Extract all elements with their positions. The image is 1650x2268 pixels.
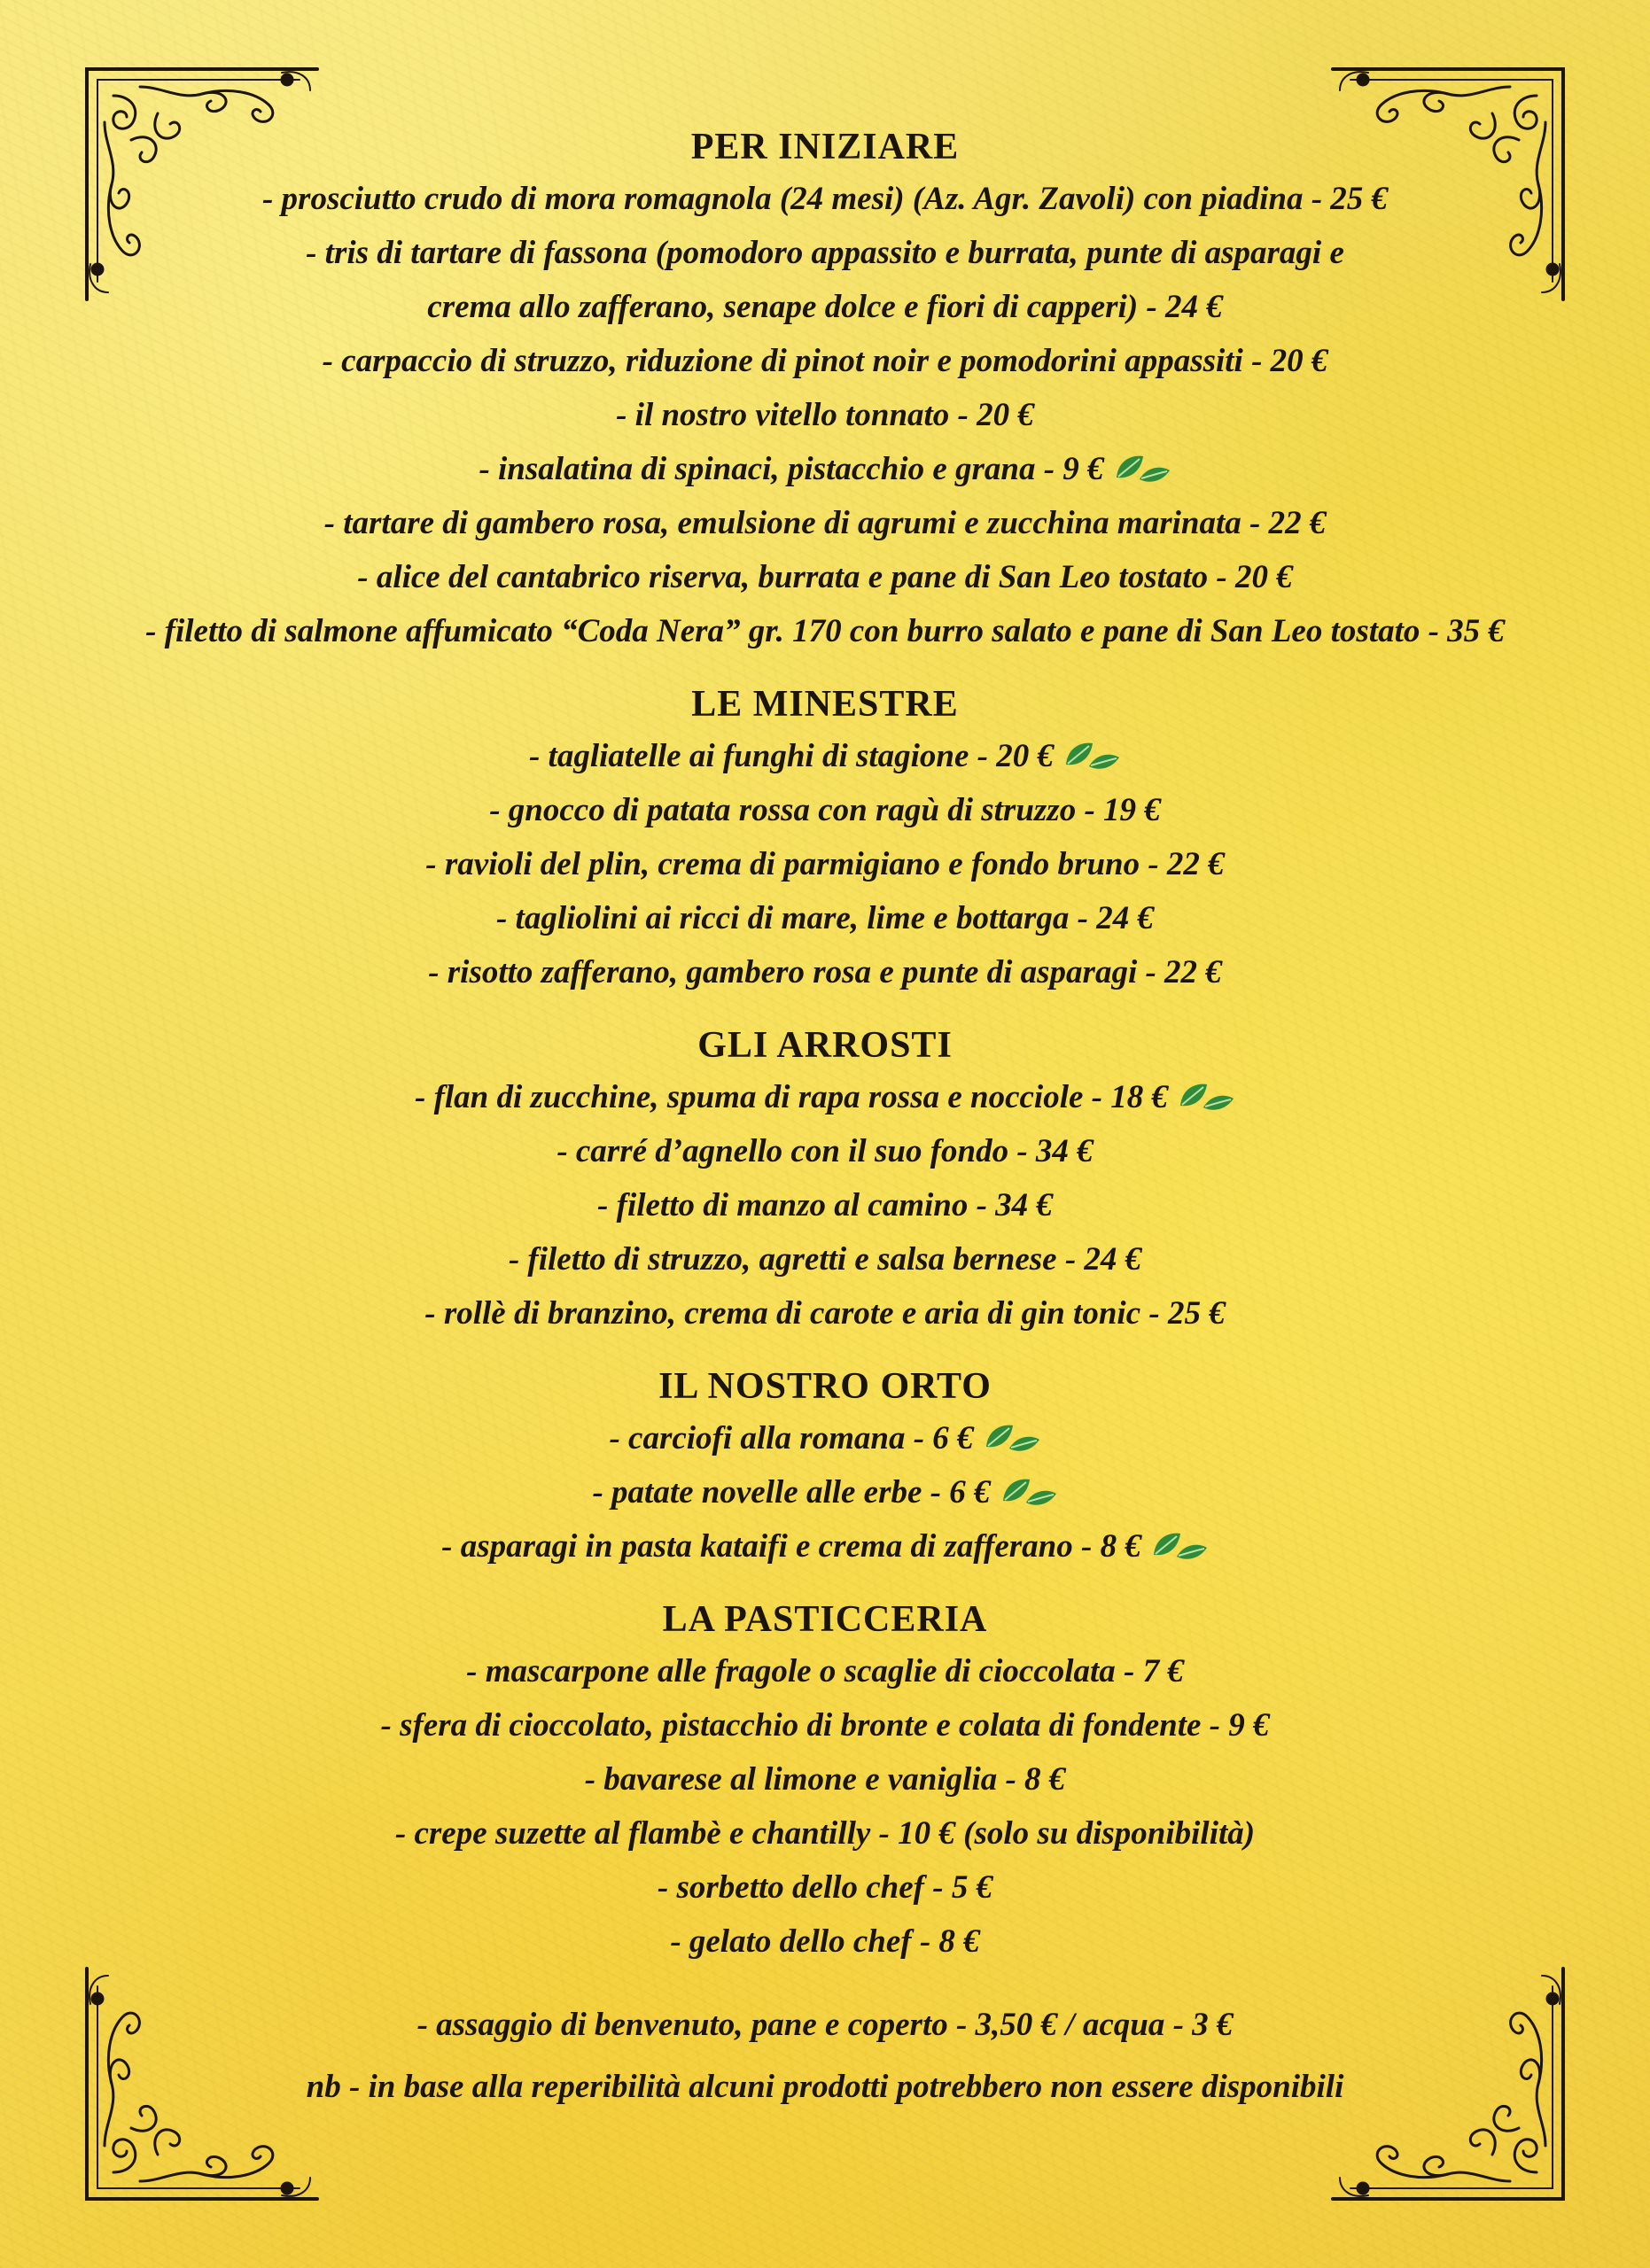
menu-item (0, 1465, 1650, 1519)
menu-item-text: - gnocco di patata rossa con ragù di struzzo - 19 € (489, 792, 1161, 828)
menu-item (0, 496, 1650, 550)
section-title: PER INIZIARE (690, 127, 960, 167)
leaf-icon (1000, 1472, 1058, 1508)
section-le-minestre (0, 680, 1650, 999)
menu-item (0, 1232, 1650, 1286)
menu-item-text: - carpaccio di struzzo, riduzione di pinot noir e pomodorini appassiti - 20 € (322, 343, 1328, 379)
menu (0, 122, 1650, 2114)
section-per-iniziare (0, 122, 1650, 658)
menu-item (0, 1698, 1650, 1752)
section-title: GLI ARROSTI (697, 1025, 953, 1066)
menu-item (0, 388, 1650, 442)
menu-item-text: - tris di tartare di fassona (pomodoro appassito e burrata, punte di asparagi e crema allo zafferano, senape dolce e fiori di capperi) - 24 € (306, 235, 1344, 325)
section-la-pasticceria (0, 1595, 1650, 1969)
menu-item (0, 172, 1650, 226)
menu-item-text: - tagliolini ai ricci di mare, lime e bottarga - 24 € (495, 900, 1154, 936)
menu-item (0, 1752, 1650, 1806)
menu-item-text: - prosciutto crudo di mora romagnola (24 mesi) (Az. Agr. Zavoli) con piadina - 25 € (261, 181, 1389, 217)
leaf-icon (1150, 1526, 1209, 1562)
menu-item-text: - ravioli del plin, crema di parmigiano e fondo bruno - 22 € (425, 846, 1225, 882)
menu-item-text: - sfera di cioccolato, pistacchio di bronte e colata di fondente - 9 € (380, 1707, 1270, 1744)
menu-item (0, 1519, 1650, 1573)
menu-item (0, 1070, 1650, 1124)
menu-item-text: - tartare di gambero rosa, emulsione di agrumi e zucchina marinata - 22 € (323, 505, 1327, 541)
menu-item (0, 1411, 1650, 1465)
menu-item-text: - sorbetto dello chef - 5 € (657, 1869, 993, 1906)
menu-item (0, 783, 1650, 837)
menu-item-text: - filetto di manzo al camino - 34 € (597, 1187, 1053, 1223)
section-title: IL NOSTRO ORTO (658, 1366, 992, 1407)
menu-item-text: - crepe suzette al flambè e chantilly - 10 € (solo su disponibilità) (394, 1815, 1256, 1852)
cover-charge-note: - assaggio di benvenuto, pane e coperto - 3,50 € / acqua - 3 € (416, 2007, 1234, 2043)
menu-item-text: - asparagi in pasta kataifi e crema di zafferano - 8 € (441, 1528, 1141, 1565)
leaf-icon (1113, 449, 1171, 485)
menu-item (0, 442, 1650, 496)
menu-item (0, 1806, 1650, 1860)
menu-item-text: - il nostro vitello tonnato - 20 € (616, 397, 1034, 433)
section-title: LE MINESTRE (691, 684, 959, 725)
menu-item (0, 729, 1650, 783)
menu-item-text: - flan di zucchine, spuma di rapa rossa e nocciole - 18 € (415, 1079, 1168, 1115)
menu-item (0, 1644, 1650, 1698)
leaf-icon (983, 1418, 1041, 1454)
menu-item-text: - bavarese al limone e vaniglia - 8 € (584, 1761, 1066, 1798)
menu-item (280, 226, 1370, 334)
menu-item (0, 945, 1650, 999)
section-gli-arrosti (0, 1021, 1650, 1340)
menu-item-text: - mascarpone alle fragole o scaglie di cioccolata - 7 € (466, 1653, 1184, 1689)
menu-item (0, 550, 1650, 604)
menu-item (0, 1124, 1650, 1178)
section-il-nostro-orto (0, 1362, 1650, 1573)
menu-item-text: - risotto zafferano, gambero rosa e punte di asparagi - 22 € (428, 954, 1222, 990)
menu-item-text: - carré d’agnello con il suo fondo - 34 € (556, 1133, 1094, 1169)
menu-item-text: - patate novelle alle erbe - 6 € (592, 1474, 991, 1511)
menu-item (0, 837, 1650, 891)
menu-item-text: - insalatina di spinaci, pistacchio e grana - 9 € (479, 451, 1104, 487)
menu-item (0, 891, 1650, 945)
menu-item (0, 1286, 1650, 1340)
menu-item-text: - tagliatelle ai funghi di stagione - 20 € (528, 738, 1055, 774)
availability-note: nb - in base alla reperibilità alcuni prodotti potrebbero non essere disponibili (306, 2069, 1344, 2105)
menu-item (0, 1915, 1650, 1969)
menu-item-text: - filetto di salmone affumicato “Coda Nera” gr. 170 con burro salato e pane di San Leo tostato - 35 € (145, 613, 1505, 649)
menu-item-text: - filetto di struzzo, agretti e salsa bernese - 24 € (508, 1241, 1142, 1278)
section-title: LA PASTICCERIA (662, 1599, 988, 1640)
menu-item (0, 1178, 1650, 1232)
leaf-icon (1062, 736, 1121, 772)
menu-item-text: - carciofi alla romana - 6 € (609, 1420, 974, 1456)
menu-item (0, 604, 1650, 658)
menu-item-text: - rollè di branzino, crema di carote e aria di gin tonic - 25 € (424, 1295, 1226, 1332)
menu-item (0, 1860, 1650, 1915)
menu-item-text: - gelato dello chef - 8 € (670, 1923, 980, 1960)
menu-item-text: - alice del cantabrico riserva, burrata e pane di San Leo tostato - 20 € (357, 559, 1293, 595)
menu-item (0, 334, 1650, 388)
leaf-icon (1177, 1077, 1235, 1113)
